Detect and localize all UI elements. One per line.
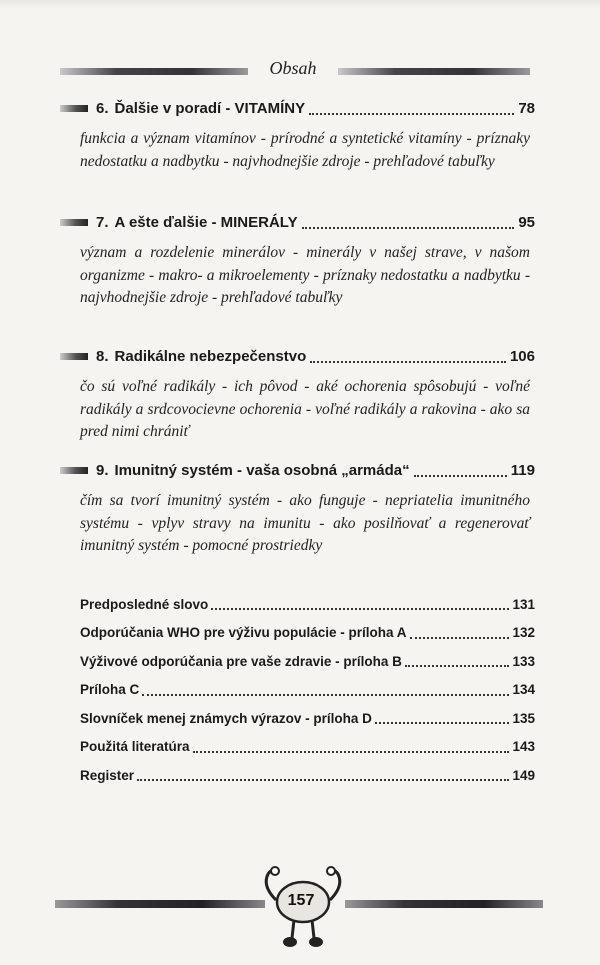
entry-title: Odporúčania WHO pre výživu populácie - príloha A	[80, 625, 407, 641]
bullet-bar-icon	[60, 467, 88, 474]
leader-dots	[137, 769, 509, 781]
entry-page: 131	[512, 596, 535, 612]
chapter-description: čím sa tvorí imunitný systém - ako funguje - nepriatelia imunitného systému - vplyv stravy na imunitu - ako posilňovať a regenerovať imunitný systém - pomocné prostriedky	[80, 492, 530, 554]
entry-page: 133	[512, 653, 535, 669]
toc-entry[interactable]	[80, 733, 535, 762]
entry-page: 134	[512, 682, 535, 698]
chapter-description: význam a rozdelenie minerálov - minerály v našej strave, v našom organizme - makro- a mikroelementy - príznaky nedostatku a nadbytku - najvhodnejšie zdroje - prehľadové tabuľky	[80, 244, 530, 306]
entry-page: 132	[512, 625, 535, 641]
chapter-number: 7.	[96, 213, 109, 231]
entry-title: Použitá literatúra	[80, 739, 190, 755]
toc-entry[interactable]	[80, 647, 535, 676]
chapter-heading[interactable]	[60, 96, 535, 120]
header-rule-right	[338, 68, 530, 75]
leader-dots	[211, 598, 509, 610]
footer-rule-right	[345, 900, 543, 908]
chapter-heading[interactable]	[60, 344, 535, 368]
toc-entry[interactable]	[80, 619, 535, 648]
chapter-page: 106	[509, 347, 535, 365]
leader-dots	[410, 627, 510, 639]
entry-title: Predposledné slovo	[80, 596, 209, 612]
leader-dots	[375, 712, 510, 724]
bullet-bar-icon	[60, 353, 88, 360]
chapter-number: 8.	[96, 347, 109, 365]
page-title: Obsah	[269, 58, 317, 78]
chapter-description: čo sú voľné radikály - ich pôvod - aké ochorenia spôsobujú - voľné radikály a srdcovocievne ochorenia - voľné radikály a rakovina - ako sa pred nimi chrániť	[80, 378, 530, 440]
entry-title: Výživové odporúčania pre vaše zdravie - príloha B	[80, 653, 402, 669]
toc-entry[interactable]	[80, 676, 535, 705]
page-edge	[0, 0, 600, 8]
toc-chapter-6[interactable]	[60, 96, 535, 173]
leader-dots	[414, 463, 507, 477]
toc-chapter-7[interactable]	[60, 210, 535, 310]
chapter-title: Radikálne nebezpečenstvo	[114, 347, 307, 365]
toc-entry[interactable]	[80, 761, 535, 790]
leader-dots	[142, 684, 509, 696]
leader-dots	[310, 349, 506, 363]
chapter-description: funkcia a význam vitamínov - prírodné a syntetické vitamíny - príznaky nedostatku a nadbytku - najvhodnejšie zdroje - prehľadové tabuľky	[80, 130, 530, 170]
toc-entry[interactable]	[80, 704, 535, 733]
leader-dots	[193, 741, 510, 753]
toc-appendix-list	[80, 590, 535, 790]
chapter-heading[interactable]	[60, 210, 535, 234]
chapter-title: Imunitný systém - vaša osobná „armáda“	[114, 461, 410, 479]
chapter-number: 9.	[96, 461, 109, 479]
entry-page: 143	[512, 739, 535, 755]
chapter-page: 95	[518, 213, 535, 231]
entry-title: Slovníček menej známych výrazov - príloha D	[80, 710, 372, 726]
toc-chapter-9[interactable]	[60, 458, 535, 558]
footer-rule-left	[55, 900, 265, 908]
leader-dots	[302, 215, 515, 229]
chapter-title: Ďalšie v poradí - VITAMÍNY	[114, 99, 306, 117]
leader-dots	[405, 655, 510, 667]
bullet-bar-icon	[60, 105, 88, 112]
chapter-title: A ešte ďalšie - MINERÁLY	[114, 213, 298, 231]
entry-title: Register	[80, 767, 135, 783]
entry-title: Príloha C	[80, 682, 140, 698]
entry-page: 149	[512, 767, 535, 783]
chapter-page: 119	[510, 461, 535, 479]
toc-chapter-8[interactable]	[60, 344, 535, 444]
entry-page: 135	[512, 710, 535, 726]
chapter-page: 78	[518, 99, 535, 117]
toc-entry[interactable]	[80, 590, 535, 619]
chapter-heading[interactable]	[60, 458, 535, 482]
header-rule-left	[60, 68, 248, 75]
bullet-bar-icon	[60, 219, 88, 226]
page-number: 157	[287, 892, 315, 909]
chapter-number: 6.	[96, 99, 109, 117]
leader-dots	[309, 101, 514, 115]
